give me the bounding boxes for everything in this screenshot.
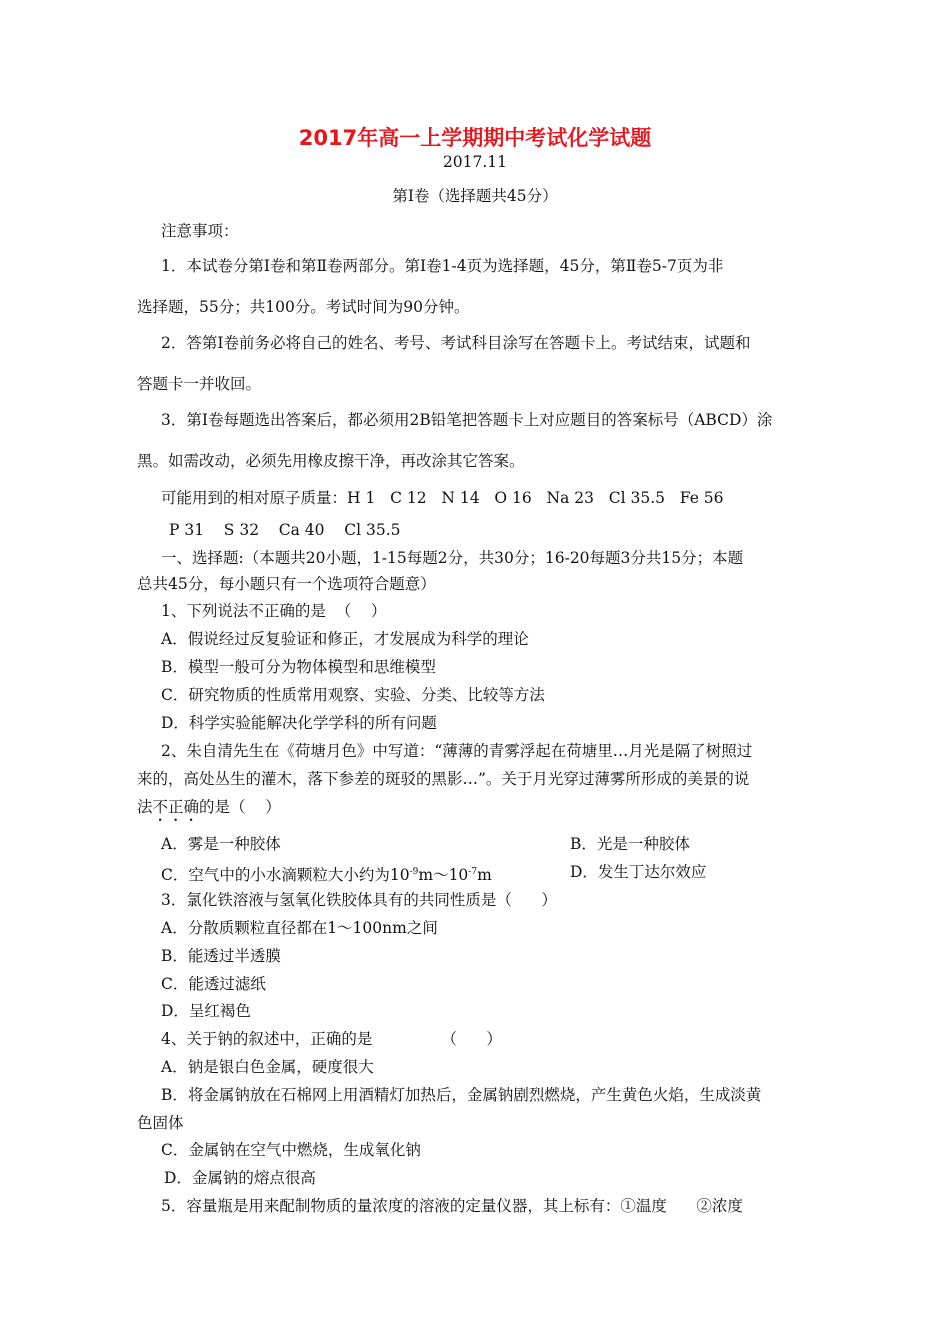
option-c-unit: m	[477, 866, 492, 885]
notice-3-line-2: 黑。如需改动，必须先用橡皮擦干净，再改涂其它答案。	[137, 452, 525, 470]
question-2-line-1: 2、朱自清先生在《荷塘月色》中写道：“薄薄的青雾浮起在荷塘里…月光是隔了树照过	[161, 742, 753, 760]
section-1-intro-line-1: 一、选择题:（本题共20小题，1-15每题2分，共30分；16-20每题3分共15分；本题	[161, 549, 744, 567]
notice-1-line-2: 选择题，55分；共100分。考试时间为90分钟。	[137, 298, 470, 316]
notice-3-line-1: 3．第Ⅰ卷每题选出答案后，都必须用2B铅笔把答题卡上对应题目的答案标号（ABCD）涂	[161, 411, 773, 429]
question-3-option-d: D．呈红褐色	[161, 1002, 251, 1020]
exam-date: 2017.11	[442, 153, 508, 171]
notice-2-line-1: 2．答第Ⅰ卷前务必将自己的姓名、考号、考试科目涂写在答题卡上。考试结束，试题和	[161, 334, 751, 352]
question-2-line-2: 来的，高处丛生的灌木，落下参差的斑驳的黑影…”。关于月光穿过薄雾所形成的美景的说	[137, 770, 750, 788]
option-c-text: C．空气中的小水滴颗粒大小约为10	[161, 866, 410, 885]
section-1-intro-line-2: 总共45分，每小题只有一个选项符合题意）	[137, 575, 436, 593]
exponent-2: -7	[468, 867, 478, 877]
atomic-mass-line-2: P 31 S 32 Ca 40 Cl 35.5	[169, 521, 401, 539]
page-title: 2017年高一上学期期中考试化学试题	[298, 126, 652, 150]
emphasized-not-correct: 不正确	[152, 798, 200, 816]
question-2-option-c	[161, 862, 492, 885]
notice-2-line-2: 答题卡一并收回。	[137, 375, 262, 393]
notice-heading: 注意事项：	[161, 222, 239, 240]
question-4-option-d: D．金属钠的熔点很高	[164, 1169, 316, 1187]
exponent-1: -9	[409, 867, 419, 877]
question-4-option-b-line-1: B．将金属钠放在石棉网上用酒精灯加热后，金属钠剧烈燃烧，产生黄色火焰，生成淡黄	[161, 1086, 762, 1104]
question-4-option-b-line-2: 色固体	[137, 1114, 184, 1132]
option-c-text-mid: m～10	[418, 866, 469, 885]
question-3-option-c: C．能透过滤纸	[161, 975, 266, 993]
question-2-option-d: D．发生丁达尔效应	[570, 863, 707, 881]
question-4-option-c: C．金属钠在空气中燃烧，生成氧化钠	[161, 1141, 421, 1159]
question-2-option-b: B．光是一种胶体	[570, 835, 690, 853]
question-3-option-b: B．能透过半透膜	[161, 947, 281, 965]
atomic-mass-line-1: 可能用到的相对原子质量：H 1 C 12 N 14 O 16 Na 23 Cl 35.5 Fe 56	[161, 489, 724, 507]
question-1-option-b: B．模型一般可分为物体模型和思维模型	[161, 658, 436, 676]
question-1-option-a: A．假说经过反复验证和修正，才发展成为科学的理论	[161, 630, 529, 648]
question-4: 4、关于钠的叙述中，正确的是 （ ）	[161, 1030, 502, 1048]
question-1: 1、下列说法不正确的是 （ ）	[161, 602, 387, 620]
question-5: 5．容量瓶是用来配制物质的量浓度的溶液的定量仪器，其上标有：①温度 ②浓度	[161, 1197, 743, 1215]
section-heading: 第Ⅰ卷（选择题共45分）	[392, 187, 558, 205]
notice-1-line-1: 1．本试卷分第Ⅰ卷和第Ⅱ卷两部分。第Ⅰ卷1-4页为选择题，45分，第Ⅱ卷5-7页为非	[161, 257, 724, 275]
question-3: 3．氯化铁溶液与氢氧化铁胶体具有的共同性质是（ ）	[161, 891, 557, 909]
question-4-option-a: A．钠是银白色金属，硬度很大	[161, 1058, 374, 1076]
question-2-text-pre: 法	[137, 798, 153, 816]
question-2-option-a: A．雾是一种胶体	[161, 835, 281, 853]
question-2-text-post: 的是（ ）	[199, 798, 281, 816]
question-2-line-3	[137, 797, 281, 825]
question-1-option-c: C．研究物质的性质常用观察、实验、分类、比较等方法	[161, 686, 545, 704]
question-3-option-a: A．分散质颗粒直径都在1～100nm之间	[161, 919, 438, 937]
question-1-option-d: D．科学实验能解决化学学科的所有问题	[161, 714, 437, 732]
